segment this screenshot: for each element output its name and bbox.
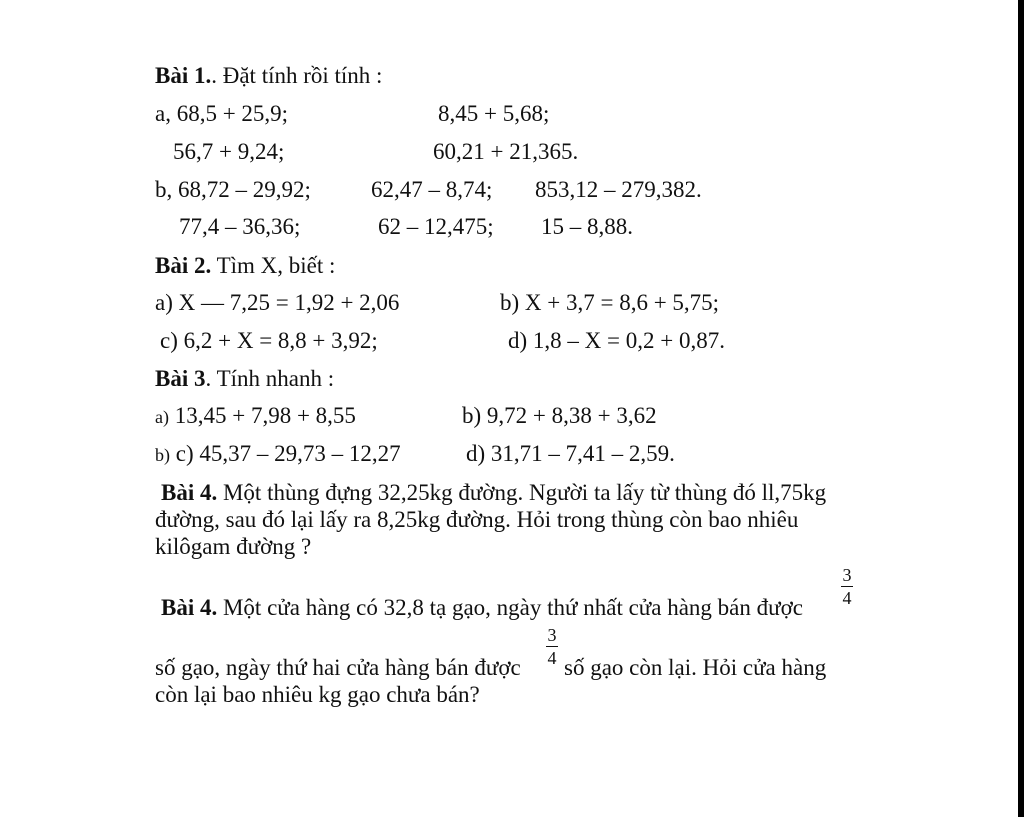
bai1-b4: 77,4 – 36,36; [179,214,301,239]
bai1-heading: Bài 1.. Đặt tính rồi tính : [155,63,383,88]
bai2-a: a) X — 7,25 = 1,92 + 2,06 [155,290,400,315]
bai1-a4: 60,21 + 21,365. [433,139,579,164]
bai1-a3: 56,7 + 9,24; [173,139,285,164]
bai1-b6: 15 – 8,88. [541,214,633,239]
bai4b-line3: còn lại bao nhiêu kg gạo chưa bán? [155,682,480,707]
bai4a-line1: Bài 4. Một thùng đựng 32,25kg đường. Người ta lấy từ thùng đó ll,75kg [161,480,827,505]
fraction-numerator: 3 [547,625,557,645]
fraction-three-quarters-2 [544,626,560,667]
bai2-b: b) X + 3,7 = 8,6 + 5,75; [500,290,720,315]
bai3-d: d) 31,71 – 7,41 – 2,59. [466,441,675,466]
bai4b-line2a: số gạo, ngày thứ hai cửa hàng bán được [155,655,521,680]
fraction-denominator: 4 [547,648,557,668]
bai4b-line2b: số gạo còn lại. Hỏi cửa hàng [564,655,827,680]
bai1-b2: 62,47 – 8,74; [371,177,493,202]
bai1-a2: 8,45 + 5,68; [438,101,550,126]
fraction-numerator: 3 [842,565,852,585]
bai1-a1: a, 68,5 + 25,9; [155,101,289,126]
bai3-heading: Bài 3. Tính nhanh : [155,366,335,391]
bai4b-line1: Bài 4. Một cửa hàng có 32,8 tạ gạo, ngày thứ nhất cửa hàng bán được [161,595,803,620]
fraction-bar [841,586,853,587]
fraction-bar [546,646,558,647]
bai2-c: c) 6,2 + X = 8,8 + 3,92; [160,328,378,353]
bai4a-line2: đường, sau đó lại lấy ra 8,25kg đường. Hỏi trong thùng còn bao nhiêu [155,507,799,532]
bai2-heading: Bài 2. Tìm X, biết : [155,253,336,278]
bai3-c: b) c) 45,37 – 29,73 – 12,27 [155,441,401,466]
bai1-b1: b, 68,72 – 29,92; [155,177,311,202]
bai3-a: a) 13,45 + 7,98 + 8,55 [155,403,356,428]
bai2-d: d) 1,8 – X = 0,2 + 0,87. [508,328,725,353]
bai1-b3: 853,12 – 279,382. [535,177,702,202]
fraction-three-quarters-1 [839,566,855,607]
bai1-b5: 62 – 12,475; [378,214,494,239]
bai3-b: b) 9,72 + 8,38 + 3,62 [462,403,657,428]
right-edge-bar [1018,0,1024,817]
fraction-denominator: 4 [842,588,852,608]
bai4a-line3: kilôgam đường ? [155,534,312,559]
